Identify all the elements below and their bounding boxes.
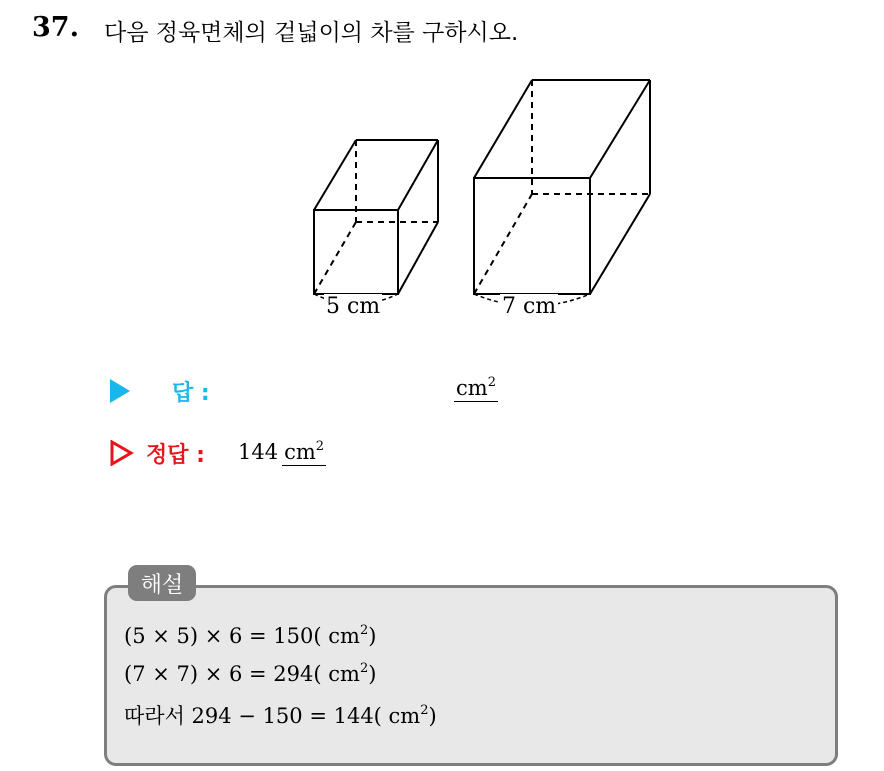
solution-line-1-exp: 2 [359, 623, 369, 638]
solution-line-2-exp: 2 [359, 661, 369, 676]
answer-unit: cm [456, 376, 488, 400]
large-cube [474, 80, 650, 294]
correct-answer-row [108, 438, 428, 470]
solution-line-2 [124, 662, 376, 686]
solution-line-1 [124, 624, 376, 648]
solution-line-1-close: ) [368, 624, 377, 648]
correct-answer-unit: cm [284, 440, 316, 464]
outline-arrow-icon [110, 440, 134, 466]
correct-answer-unit-exp: 2 [315, 439, 325, 454]
solution-line-3-exp: 2 [420, 703, 429, 718]
play-arrow-icon [110, 379, 130, 403]
small-edge-label: 5 cm [326, 294, 381, 319]
answer-label: 답 : [172, 381, 210, 406]
small-cube [314, 140, 438, 294]
solution-line-3 [124, 700, 437, 730]
cube-figure [300, 72, 660, 332]
answer-blank[interactable] [454, 376, 498, 402]
answer-row [108, 376, 528, 406]
solution-line-2-text: (7 × 7) × 6 = 294( cm [124, 662, 360, 686]
solution-line-1-text: (5 × 5) × 6 = 150( cm [124, 624, 360, 648]
large-edge-label: 7 cm [502, 294, 557, 319]
question-text: 다음 정육면체의 겉넓이의 차를 구하시오. [104, 20, 519, 46]
solution-line-3-text: 294 − 150 = 144( cm [184, 704, 421, 728]
solution-line-3-close: ) [428, 704, 437, 728]
cubes-diagram [300, 72, 660, 332]
solution-tab: 해설 [128, 565, 196, 601]
question-number: 37. [32, 12, 79, 43]
correct-answer-label: 정답 : [146, 443, 205, 468]
solution-line-3-prefix: 따라서 [124, 704, 185, 728]
correct-answer-value: 144 [238, 440, 279, 464]
solution-line-2-close: ) [368, 662, 377, 686]
answer-unit-exp: 2 [487, 375, 496, 390]
